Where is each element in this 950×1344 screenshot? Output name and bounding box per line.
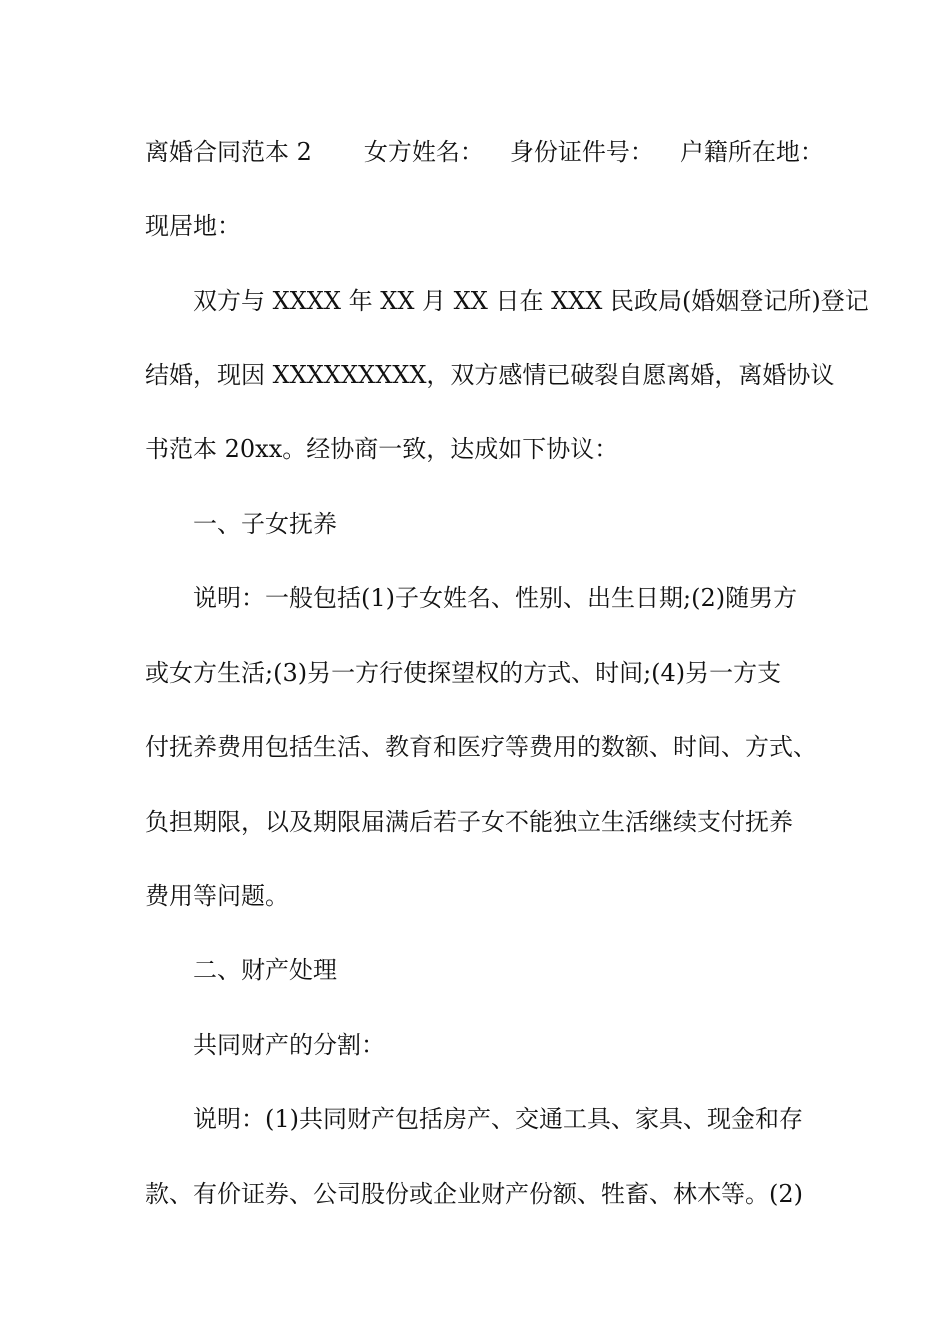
- paragraph-line: 书范本 20xx。经协商一致，达成如下协议：: [145, 435, 619, 463]
- document-title: 离婚合同范本 2: [145, 138, 312, 166]
- paragraph-line: 结婚，现因 XXXXXXXXX，双方感情已破裂自愿离婚，离婚协议: [145, 361, 835, 389]
- paragraph-line: 负担期限，以及期限届满后若子女不能独立生活继续支付抚养: [145, 808, 793, 836]
- section-heading-child-custody: 一、子女抚养: [193, 510, 337, 538]
- household-register-label: 户籍所在地：: [679, 138, 824, 166]
- id-number-label: 身份证件号：: [509, 138, 654, 166]
- paragraph-line: 或女方生活;(3)另一方行使探望权的方式、时间;(4)另一方支: [145, 659, 782, 687]
- paragraph-line: 说明：一般包括(1)子女姓名、性别、出生日期;(2)随男方: [193, 584, 798, 612]
- paragraph-line: 款、有价证券、公司股份或企业财产份额、牲畜、林木等。(2): [145, 1180, 803, 1208]
- section-heading-property: 二、财产处理: [193, 956, 337, 984]
- header-line: [145, 137, 835, 167]
- residence-label: 现居地：: [145, 212, 241, 240]
- subheading-joint-property: 共同财产的分割：: [193, 1031, 385, 1059]
- paragraph-line: 费用等问题。: [145, 882, 289, 910]
- paragraph-line: 说明：(1)共同财产包括房产、交通工具、家具、现金和存: [193, 1105, 803, 1133]
- female-name-label: 女方姓名：: [363, 138, 484, 166]
- paragraph-line: 付抚养费用包括生活、教育和医疗等费用的数额、时间、方式、: [145, 733, 817, 761]
- paragraph-line: 双方与 XXXX 年 XX 月 XX 日在 XXX 民政局(婚姻登记所)登记: [193, 287, 869, 315]
